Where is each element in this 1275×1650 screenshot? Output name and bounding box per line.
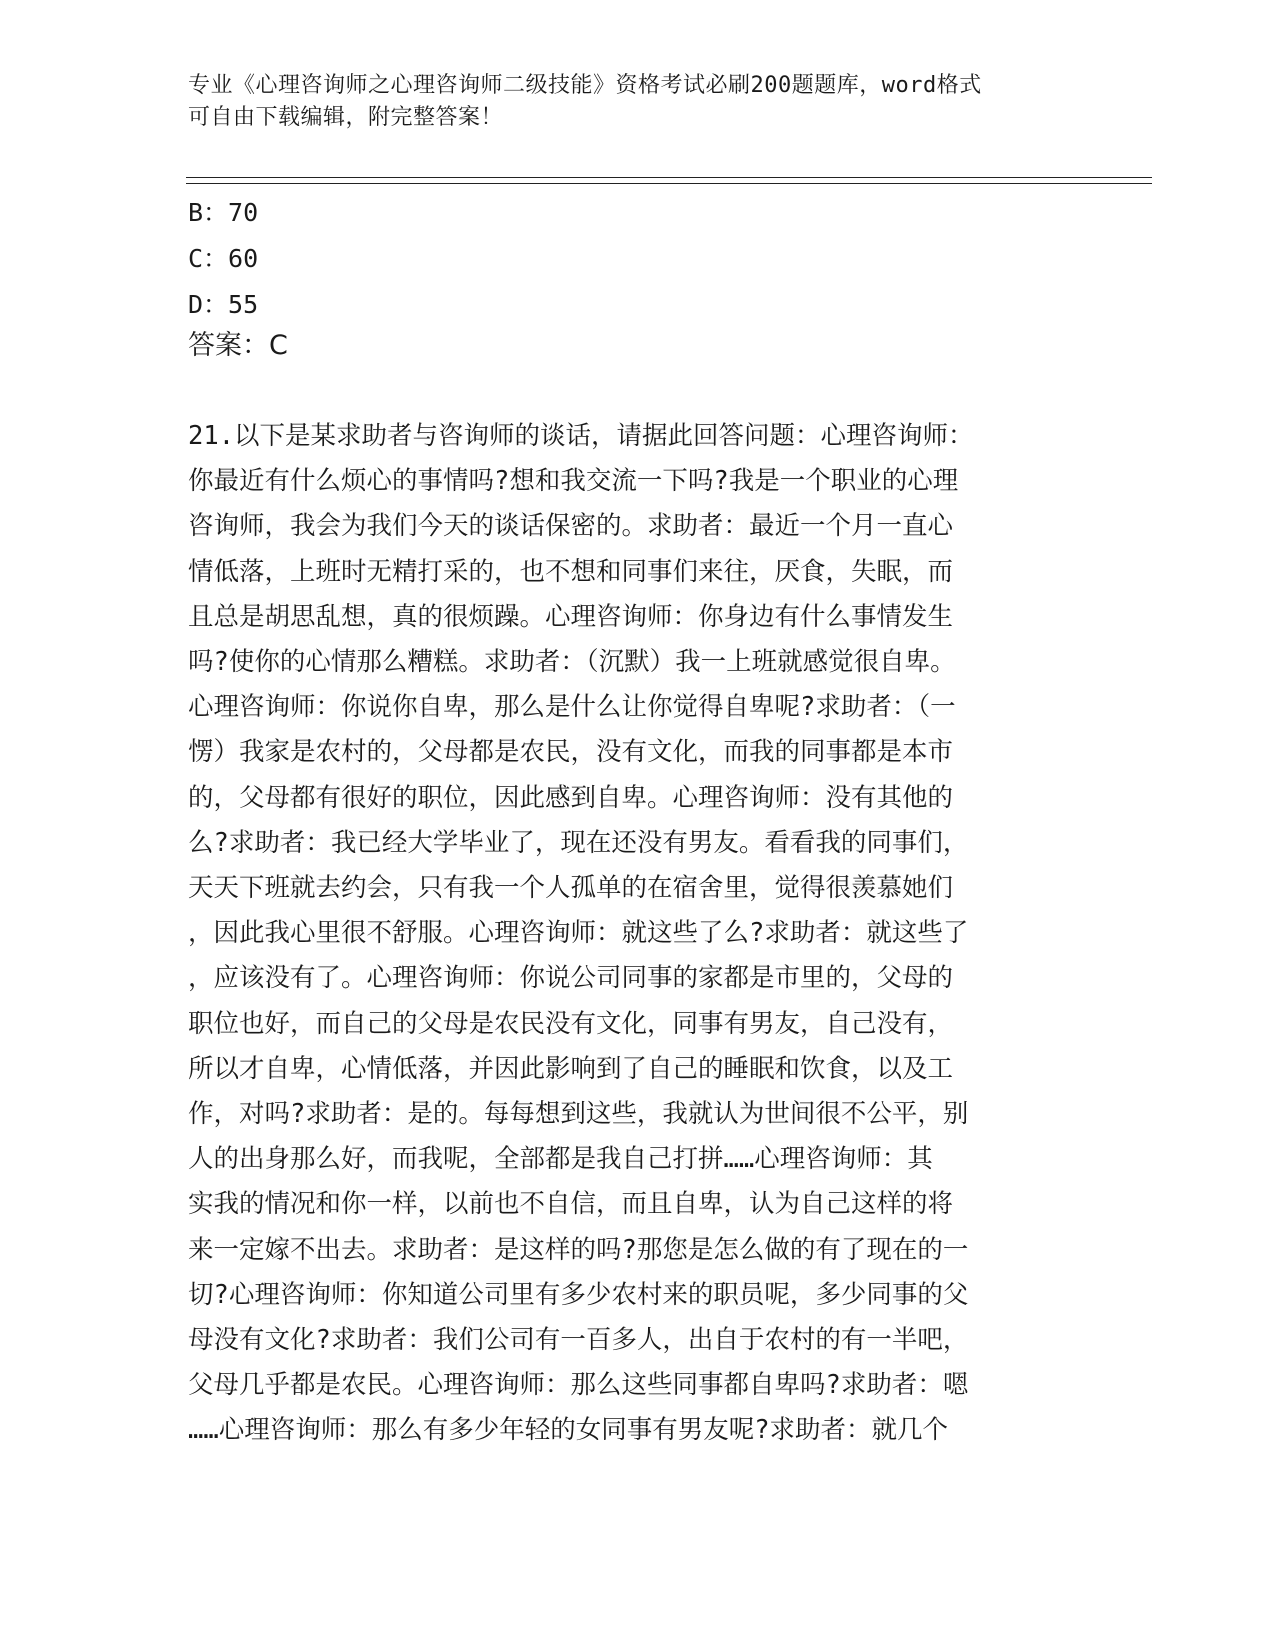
question-line: 么?求助者：我已经大学毕业了，现在还没有男友。看看我的同事们， — [188, 827, 969, 858]
question-line: 切?心理咨询师：你知道公司里有多少农村来的职员呢，多少同事的父 — [188, 1279, 969, 1310]
question-line: 咨询师，我会为我们今天的谈话保密的。求助者：最近一个月一直心 — [188, 511, 954, 542]
option-c: C：60 — [188, 244, 259, 273]
header-line-1: 专业《心理咨询师之心理咨询师二级技能》资格考试必刷200题题库，word格式 — [188, 73, 982, 98]
answer-line: 答案：C — [188, 330, 288, 361]
header-line-2: 可自由下载编辑，附完整答案！ — [188, 105, 504, 130]
header-divider-top — [186, 177, 1152, 178]
question-line: 来一定嫁不出去。求助者：是这样的吗?那您是怎么做的有了现在的一 — [188, 1234, 969, 1265]
header-divider-bottom — [186, 183, 1152, 184]
question-line: 21.以下是某求助者与咨询师的谈话，请据此回答问题：心理咨询师： — [188, 421, 974, 451]
question-line: 你最近有什么烦心的事情吗?想和我交流一下吗?我是一个职业的心理 — [188, 466, 959, 497]
question-line: 作，对吗?求助者：是的。每每想到这些，我就认为世间很不公平，别 — [188, 1099, 969, 1130]
question-line: 人的出身那么好，而我呢，全部都是我自己打拼……心理咨询师：其 — [188, 1144, 933, 1175]
document-header — [188, 70, 1068, 134]
question-line: 天天下班就去约会，只有我一个人孤单的在宿舍里，觉得很羡慕她们 — [188, 873, 954, 904]
question-line: 心理咨询师：你说你自卑，那么是什么让你觉得自卑呢?求助者：（一 — [188, 692, 956, 723]
option-d: D：55 — [188, 290, 259, 319]
option-b: B：70 — [188, 198, 259, 227]
question-line: ……心理咨询师：那么有多少年轻的女同事有男友呢?求助者：就几个 — [188, 1415, 949, 1446]
question-line: 母没有文化?求助者：我们公司有一百多人，出自于农村的有一半吧， — [188, 1325, 969, 1356]
question-line: 吗?使你的心情那么糟糕。求助者：（沉默）我一上班就感觉很自卑。 — [188, 647, 956, 678]
answer-options — [188, 190, 258, 328]
question-line: 父母几乎都是农民。心理咨询师：那么这些同事都自卑吗?求助者：嗯 — [188, 1370, 969, 1401]
question-line: 愣）我家是农村的，父母都是农民，没有文化，而我的同事都是本市 — [188, 737, 954, 768]
question-line: ，应该没有了。心理咨询师：你说公司同事的家都是市里的，父母的 — [188, 963, 954, 994]
question-21 — [188, 414, 1068, 1454]
question-line: 所以才自卑，心情低落，并因此影响到了自己的睡眠和饮食，以及工 — [188, 1053, 954, 1084]
question-line: 且总是胡思乱想，真的很烦躁。心理咨询师：你身边有什么事情发生 — [188, 601, 954, 632]
question-line: ，因此我心里很不舒服。心理咨询师：就这些了么?求助者：就这些了 — [188, 918, 969, 949]
question-line: 职位也好，而自己的父母是农民没有文化，同事有男友，自己没有， — [188, 1008, 954, 1039]
question-line: 情低落，上班时无精打采的，也不想和同事们来往，厌食，失眠，而 — [188, 556, 954, 587]
question-line: 实我的情况和你一样，以前也不自信，而且自卑，认为自己这样的将 — [188, 1189, 954, 1220]
question-line: 的，父母都有很好的职位，因此感到自卑。心理咨询师：没有其他的 — [188, 782, 954, 813]
